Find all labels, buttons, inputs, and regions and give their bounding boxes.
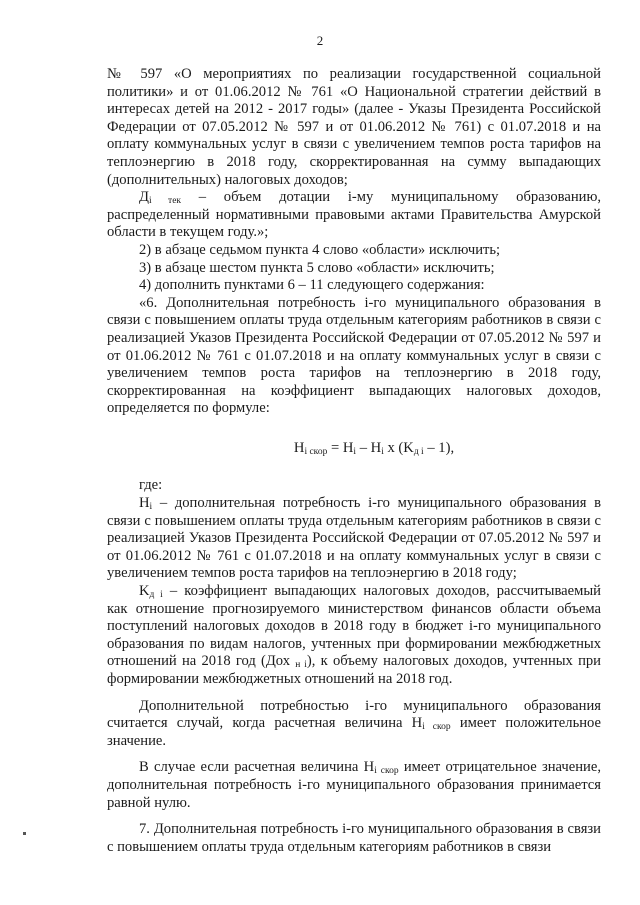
- paragraph-negative-value: В случае если расчетная величина $H_{i скор}$ имеет отрицательное значение, дополнительная потребность i-го муниципального образования принимается равной нулю.: [107, 759, 601, 811]
- document-body: [107, 66, 601, 856]
- formula: $H_{i скор} = H_i - H_i$ x $(K_{д i} - 1)$,: [293, 439, 455, 457]
- definition-text: – объем дотации i-му муниципальному образованию, распределенный нормативными правовыми актами Правительства Амурской области в текущем году.»;: [107, 189, 601, 241]
- symbol-subscript: i тек: [148, 196, 182, 207]
- paragraph-decree-reference: № 597 «О мероприятиях по реализации государственной социальной политики» и от 01.06.2012 № 761 «О Национальной стратегии действий в интересах детей на 2012 - 2017 годы» (далее - Указы Президента Российской Федерации от 07.05.2012 № 597 и от 01.06.2012 № 761) с 01.07.2018 и на оплату коммунальных услуг в связи с увеличением темпов роста тарифов на теплоэнергию в 2018 году, скорректированная на сумму выпадающих (дополнительных) налоговых доходов;: [107, 66, 601, 188]
- scan-artifact: [23, 832, 26, 835]
- paragraph-item-2: 2) в абзаце седьмом пункта 4 слово «области» исключить;: [139, 241, 501, 258]
- paragraph-where: где:: [139, 477, 163, 494]
- paragraph-point-7: 7. Дополнительная потребность i-го муниципального образования в связи с повышением оплаты труда отдельным категориям работников в связи: [107, 821, 601, 855]
- symbol-d: Д: [139, 189, 149, 206]
- paragraph-point-6: «6. Дополнительная потребность i-го муниципального образования в связи с повышением оплаты труда отдельным категориям работников в связи с реализацией Указов Президента Российской Федерации от 07.05.2012 № 597 и от 01.06.2012 № 761 с 01.07.2018 и на оплату коммунальных услуг в связи с увеличением темпов роста тарифов на теплоэнергию в 2018 году, скорректированная на коэффициент выпадающих налоговых доходов, определяется по формуле:: [107, 294, 601, 417]
- paragraph-hi-definition: $H_i$ – дополнительная потребность i-го муниципального образования в связи с повышением оплаты труда отдельным категориям работников в связи с реализацией Указов Президента Российской Федерации от 07.05.2012 № 597 и от 01.06.2012 № 761 с 01.07.2018 и на оплату коммунальных услуг в связи с увеличением темпов роста тарифов на теплоэнергию в 2018 году;: [107, 495, 601, 582]
- paragraph-positive-value: Дополнительной потребностью i-го муниципального образования считается случай, когда расчетная величина $H_{i скор}$ имеет положительное значение.: [107, 697, 601, 749]
- page-number: 2: [316, 33, 324, 48]
- paragraph-item-3: 3) в абзаце шестом пункта 5 слово «области» исключить;: [139, 259, 495, 276]
- paragraph-item-4: 4) дополнить пунктами 6 – 11 следующего содержания:: [139, 277, 485, 294]
- paragraph-kdi-definition: $K_{д i}$ – коэффициент выпадающих налоговых доходов, рассчитываемый как отношение прогнозируемого министерством финансов области объема поступлений налоговых доходов в 2018 году в бюджет i-го муниципального образования по видам налогов, учтенных при формировании межбюджетных отношений на 2018 год (Дох $_{н i}$), к объему налоговых доходов, учтенных при формировании межбюджетных отношений на 2018 год.: [107, 583, 601, 687]
- paragraph-subsidy-definition: [107, 189, 601, 242]
